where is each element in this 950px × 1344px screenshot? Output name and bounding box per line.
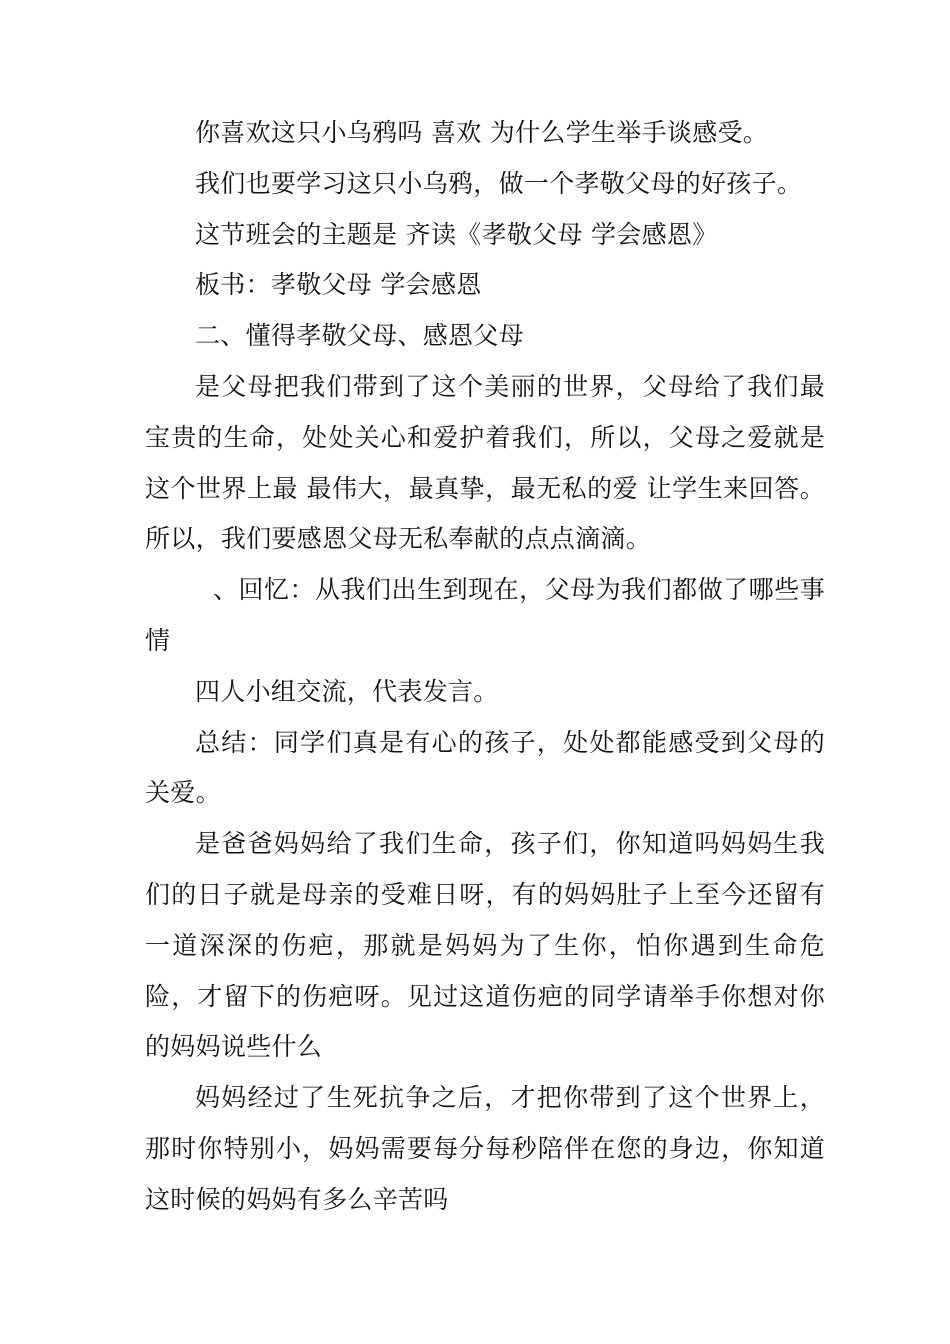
section-heading: 二、懂得孝敬父母、感恩父母 xyxy=(195,321,524,351)
paragraph-4: 板书：孝敬父母 学会感恩 xyxy=(195,270,482,300)
paragraph-3: 这节班会的主题是 齐读《孝敬父母 学会感恩》 xyxy=(195,219,718,249)
paragraph-10: 是爸爸妈妈给了我们生命，孩子们，你知道吗妈妈生我们的日子就是母亲的受难日呀，有的妈妈肚子上至今还留有一道深深的伤疤，那就是妈妈为了生你，怕你遇到生命危险，才留下的伤疤呀。见过这道伤疤的同学请举手你想对你的妈妈说些什么 xyxy=(145,829,825,1062)
paragraph-11: 妈妈经过了生死抗争之后，才把你带到了这个世界上，那时你特别小，妈妈需要每分每秒陪伴在您的身边，你知道这时候的妈妈有多么辛苦吗 xyxy=(145,1083,825,1214)
paragraph-2: 我们也要学习这只小乌鸦，做一个孝敬父母的好孩子。 xyxy=(195,168,803,198)
paragraph-8: 四人小组交流，代表发言。 xyxy=(195,676,499,706)
paragraph-7: 、回忆：从我们出生到现在，父母为我们都做了哪些事情 xyxy=(145,575,825,655)
document-body xyxy=(145,108,825,1226)
paragraph-1: 你喜欢这只小乌鸦吗 喜欢 为什么学生举手谈感受。 xyxy=(195,118,769,147)
paragraph-6: 是父母把我们带到了这个美丽的世界，父母给了我们最宝贵的生命，处处关心和爱护着我们，所以，父母之爱就是这个世界上最 最伟大，最真挚，最无私的爱 让学生来回答。所以，我们要感恩父母无私奉献的点点滴滴。 xyxy=(145,371,825,554)
paragraph-9: 总结：同学们真是有心的孩子，处处都能感受到父母的关爱。 xyxy=(145,727,825,808)
